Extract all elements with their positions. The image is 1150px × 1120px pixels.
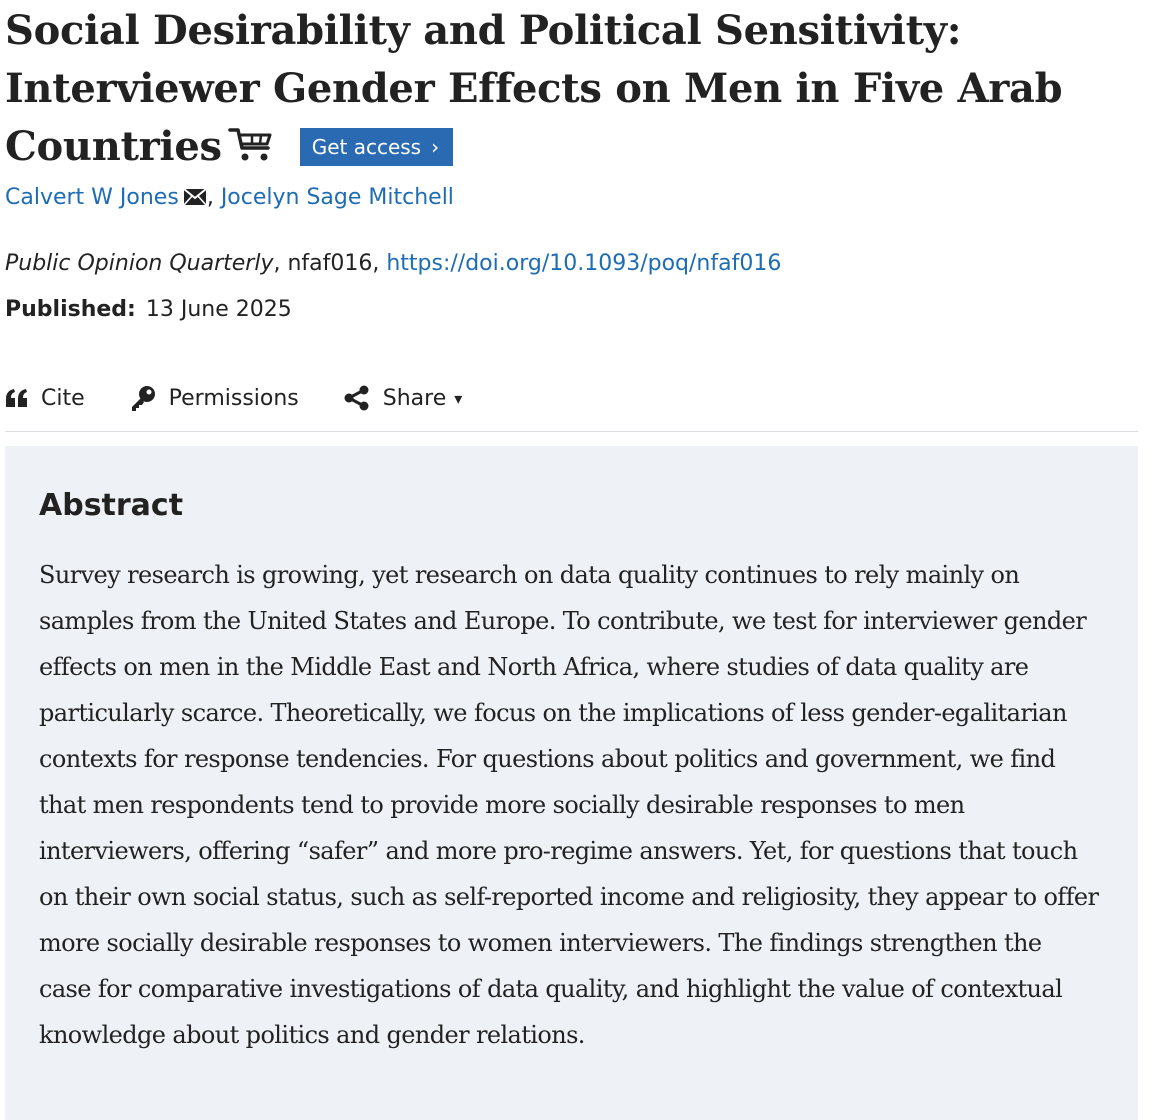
caret-down-icon: ▾ <box>454 388 463 408</box>
article-title-text: Social Desirability and Political Sensitivity: Interviewer Gender Effects on Men in Five Arab Countries <box>5 7 1063 170</box>
share-icon <box>343 384 371 412</box>
article-title <box>5 2 1145 176</box>
share-dropdown[interactable] <box>343 384 463 412</box>
author-list <box>5 180 454 216</box>
chevron-right-icon: › <box>431 135 440 159</box>
published-line <box>5 292 292 328</box>
shopping-cart-icon <box>228 126 274 164</box>
divider <box>5 431 1138 432</box>
author-link-jocelyn-mitchell[interactable]: Jocelyn Sage Mitchell <box>220 185 454 210</box>
cite-label: Cite <box>41 385 85 411</box>
cite-button[interactable] <box>5 386 85 411</box>
author-link-calvert-jones[interactable]: Calvert W Jones <box>5 185 179 210</box>
key-icon <box>129 384 157 412</box>
article-id: , nfaf016, <box>273 251 387 276</box>
citation-line <box>5 246 781 282</box>
doi-link[interactable]: https://doi.org/10.1093/poq/nfaf016 <box>386 251 782 276</box>
abstract-text: Survey research is growing, yet research on data quality continues to rely mainly on samples from the United States and Europe. To contribute, we test for interviewer gender effects on men in the Middle East and North Africa, where studies of data quality are particularly scarce. Theoretically, we focus on the implications of less gender-egalitarian contexts for response tendencies. For questions about politics and government, we find that men respondents tend to provide more socially desirable responses to men interviewers, offering “safer” and more pro-regime answers. Yet, for questions that touch on their own social status, such as self-reported income and religiosity, they appear to offer more socially desirable responses to women interviewers. The findings strengthen the case for comparative investigations of data quality, and highlight the value of contextual knowledge about politics and gender relations. <box>39 561 1099 1049</box>
permissions-button[interactable] <box>129 384 299 412</box>
published-date: 13 June 2025 <box>145 297 292 322</box>
abstract-section <box>5 446 1138 1120</box>
author-separator: , <box>206 185 214 210</box>
published-label: Published: <box>5 297 136 322</box>
get-access-button[interactable] <box>300 128 453 166</box>
quote-icon <box>5 388 29 408</box>
article-toolbar <box>5 378 506 418</box>
permissions-label: Permissions <box>168 385 299 411</box>
journal-name: Public Opinion Quarterly <box>5 251 274 276</box>
envelope-icon[interactable] <box>183 188 207 206</box>
abstract-heading: Abstract <box>39 488 184 523</box>
share-label: Share <box>382 385 447 411</box>
get-access-label: Get access <box>311 135 422 159</box>
